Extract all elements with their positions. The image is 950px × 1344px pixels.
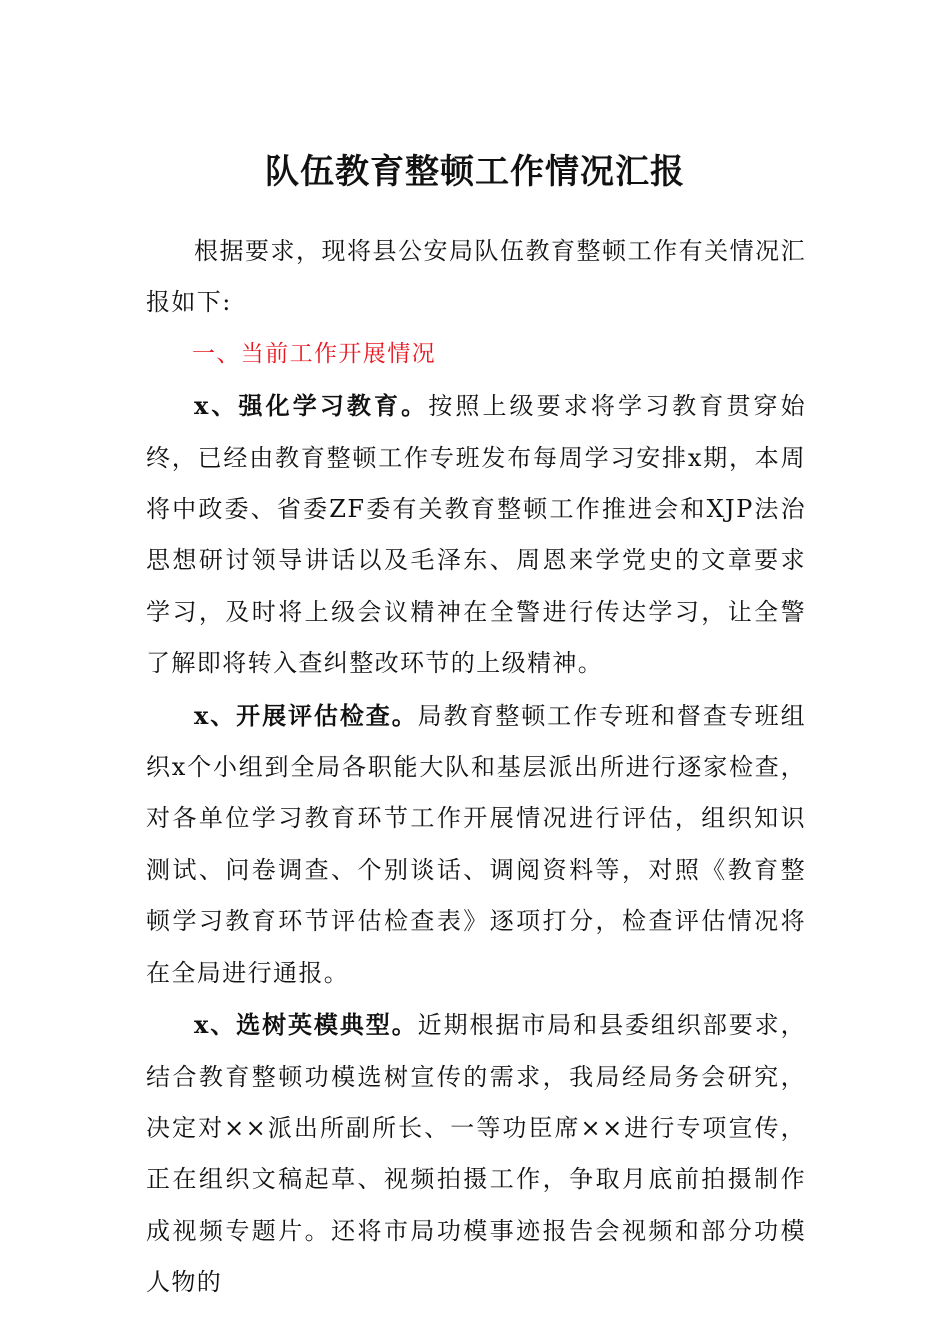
item-text-2: 局教育整顿工作专班和督查专班组织x个小组到全局各职能大队和基层派出所进行逐家检查，对各单位学习教育环节工作开展情况进行评估，组织知识测试、问卷调查、个别谈话、调阅资料等，对照《教育整顿学习教育环节评估检查表》逐项打分，检查评估情况将在全局进行通报。 [146, 701, 806, 987]
document-body [146, 226, 806, 1309]
section-heading: 一、当前工作开展情况 [192, 340, 436, 367]
item-text-1: 按照上级要求将学习教育贯穿始终，已经由教育整顿工作专班发布每周学习安排x期，本周将中政委、省委ZF委有关教育整顿工作推进会和XJP法治思想研讨领导讲话以及毛泽东、周恩来学党史的文章要求学习，及时将上级会议精神在全警进行传达学习，让全警了解即将转入查纠整改环节的上级精神。 [146, 392, 806, 678]
item-lead-3: x、选树英模典型。 [194, 1010, 418, 1040]
item-paragraph-1 [146, 380, 806, 689]
item-lead-2: x、开展评估检查。 [194, 700, 418, 730]
intro-paragraph: 根据要求，现将县公安局队伍教育整顿工作有关情况汇报如下: [146, 237, 806, 317]
item-lead-1: x、强化学习教育。 [194, 391, 429, 421]
document-title: 队伍教育整顿工作情况汇报 [265, 152, 685, 192]
item-text-3: 近期根据市局和县委组织部要求，结合教育整顿功模选树宣传的需求，我局经局务会研究，决定对××派出所副所长、一等功臣席××进行专项宣传，正在组织文稿起草、视频拍摄工作，争取月底前拍摄制作成视频专题片。还将市局功模事迹报告会视频和部分功模人物的 [146, 1011, 806, 1297]
item-paragraph-3 [146, 999, 806, 1308]
item-paragraph-2 [146, 690, 806, 999]
